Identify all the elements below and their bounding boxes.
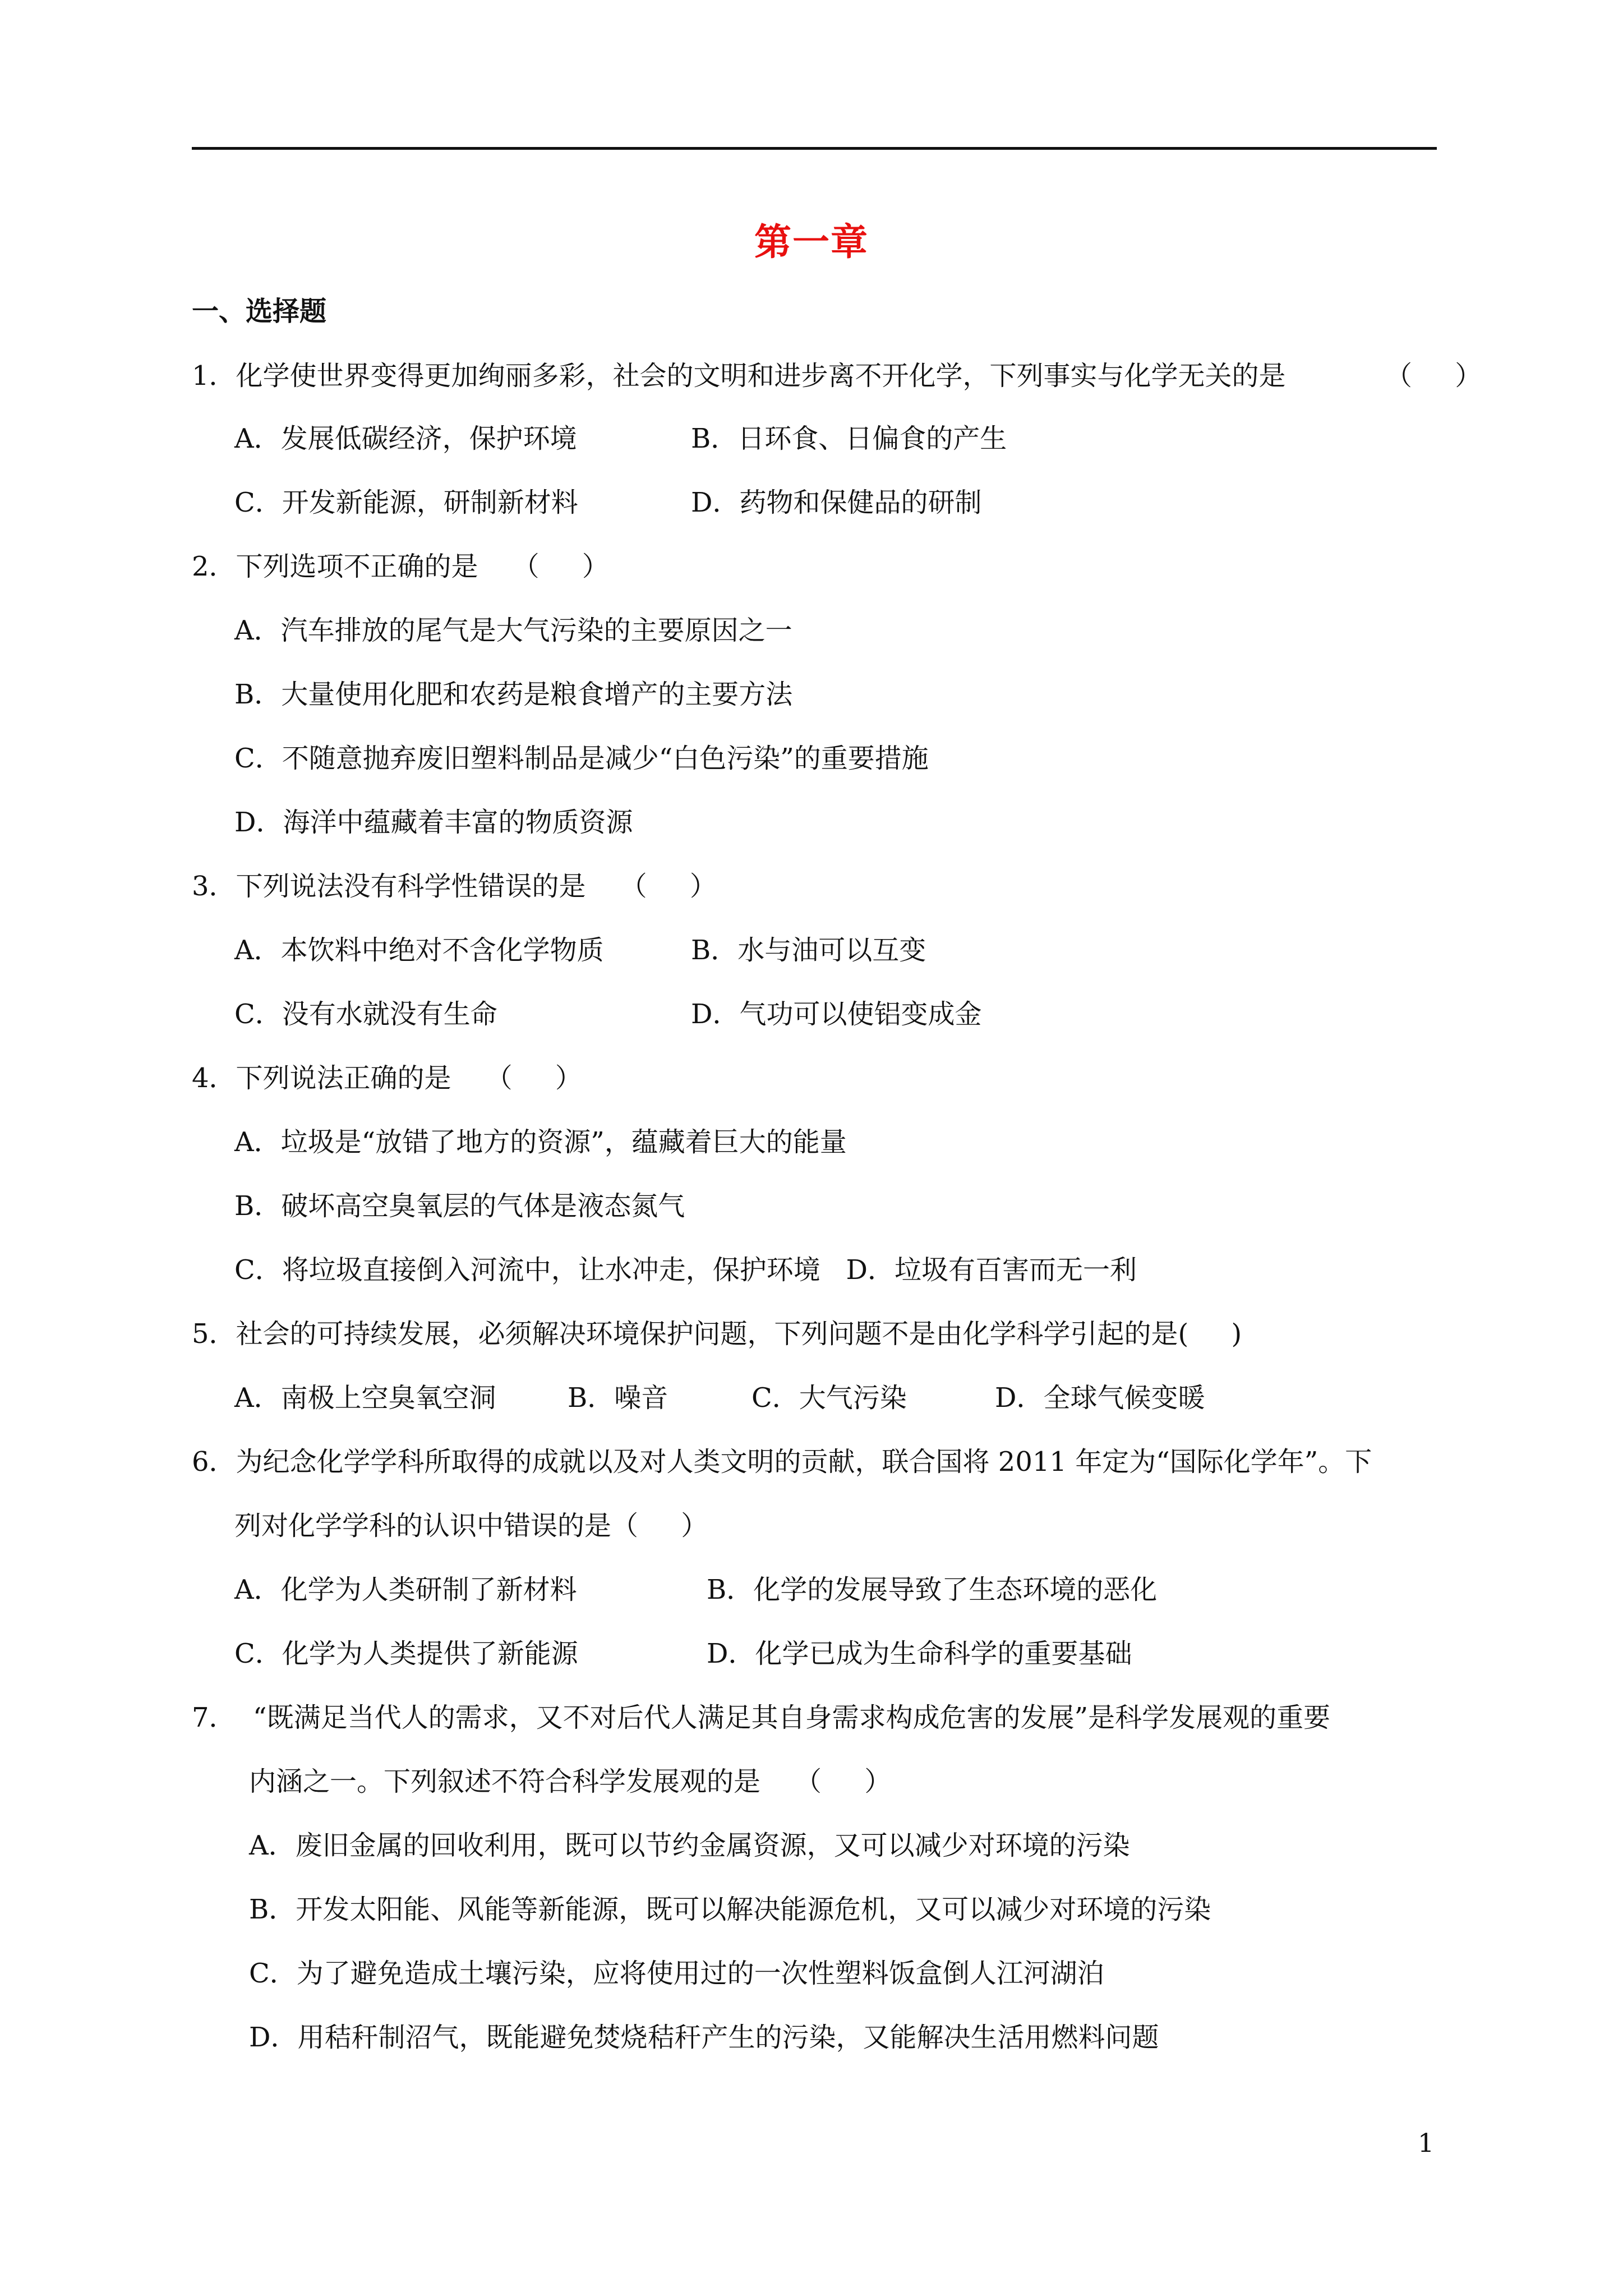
question-6-stem-line-2: 列对化学学科的认识中错误的是（ ） xyxy=(234,1510,708,1542)
question-1-answer-bracket: （ ） xyxy=(1385,360,1482,392)
question-3-stem: 3．下列说法没有科学性错误的是 （ ） xyxy=(192,871,717,902)
question-3-option-a: A．本饮料中绝对不含化学物质 xyxy=(234,935,604,966)
question-2-option-d: D．海洋中蕴藏着丰富的物质资源 xyxy=(234,807,633,838)
question-1-stem: 1．化学使世界变得更加绚丽多彩，社会的文明和进步离不开化学，下列事实与化学无关的是 xyxy=(192,360,1286,392)
question-5-option-d: D．全球气候变暖 xyxy=(995,1382,1205,1414)
question-6-option-a: A．化学为人类研制了新材料 xyxy=(234,1574,577,1605)
page-number: 1 xyxy=(1418,2128,1435,2158)
question-7-stem-line-2: 内涵之一。下列叙述不符合科学发展观的是 （ ） xyxy=(249,1766,892,1797)
question-6-option-c: C．化学为人类提供了新能源 xyxy=(234,1638,578,1669)
question-7-option-a: A．废旧金属的回收利用，既可以节约金属资源，又可以减少对环境的污染 xyxy=(249,1830,1130,1861)
question-1-option-b: B．日环食、日偏食的产生 xyxy=(691,423,1007,454)
question-5-stem: 5．社会的可持续发展，必须解决环境保护问题，下列问题不是由化学科学引起的是( ) xyxy=(192,1318,1242,1350)
question-6-stem-line-1: 6．为纪念化学学科所取得的成就以及对人类文明的贡献，联合国将 2011 年定为“国际化学年”。下 xyxy=(192,1446,1372,1478)
question-3-option-d: D．气功可以使铝变成金 xyxy=(691,999,982,1030)
question-2-option-b: B．大量使用化肥和农药是粮食增产的主要方法 xyxy=(234,679,793,710)
question-4-stem: 4．下列说法正确的是 （ ） xyxy=(192,1062,582,1094)
question-4-option-c-d: C．将垃圾直接倒入河流中，让水冲走，保护环境 D．垃圾有百害而无一利 xyxy=(234,1254,1137,1286)
question-2-stem: 2．下列选项不正确的是 （ ） xyxy=(192,551,609,582)
question-7-stem-line-1: 7． “既满足当代人的需求，又不对后代人满足其自身需求构成危害的发展”是科学发展观的重要 xyxy=(192,1702,1331,1733)
question-2-option-c: C．不随意抛弃废旧塑料制品是减少“白色污染”的重要措施 xyxy=(234,743,929,774)
question-3-option-b: B．水与油可以互变 xyxy=(691,935,926,966)
question-1-option-d: D．药物和保健品的研制 xyxy=(691,487,982,518)
question-2-option-a: A．汽车排放的尾气是大气污染的主要原因之一 xyxy=(234,615,792,646)
question-4-option-b: B．破坏高空臭氧层的气体是液态氮气 xyxy=(234,1190,685,1222)
question-1-option-c: C．开发新能源，研制新材料 xyxy=(234,487,578,518)
question-3-option-c: C．没有水就没有生命 xyxy=(234,999,497,1030)
question-7-option-c: C．为了避免造成土壤污染，应将使用过的一次性塑料饭盒倒人江河湖泊 xyxy=(249,1958,1104,1989)
question-6-option-b: B．化学的发展导致了生态环境的恶化 xyxy=(707,1574,1158,1605)
question-7-option-d: D．用秸秆制沼气，既能避免焚烧秸秆产生的污染，又能解决生活用燃料问题 xyxy=(249,2022,1159,2053)
chapter-title: 第一章 xyxy=(754,220,869,264)
question-1-option-a: A．发展低碳经济，保护环境 xyxy=(234,423,577,454)
question-5-option-a: A．南极上空臭氧空洞 xyxy=(234,1382,496,1414)
question-4-option-a: A．垃圾是“放错了地方的资源”，蕴藏着巨大的能量 xyxy=(234,1126,847,1158)
question-5-option-b: B．噪音 xyxy=(568,1382,668,1414)
section-heading: 一、选择题 xyxy=(192,296,327,327)
question-5-option-c: C．大气污染 xyxy=(751,1382,907,1414)
question-6-option-d: D．化学已成为生命科学的重要基础 xyxy=(707,1638,1132,1669)
header-rule xyxy=(192,147,1437,150)
question-7-option-b: B．开发太阳能、风能等新能源，既可以解决能源危机，又可以减少对环境的污染 xyxy=(249,1894,1211,1925)
